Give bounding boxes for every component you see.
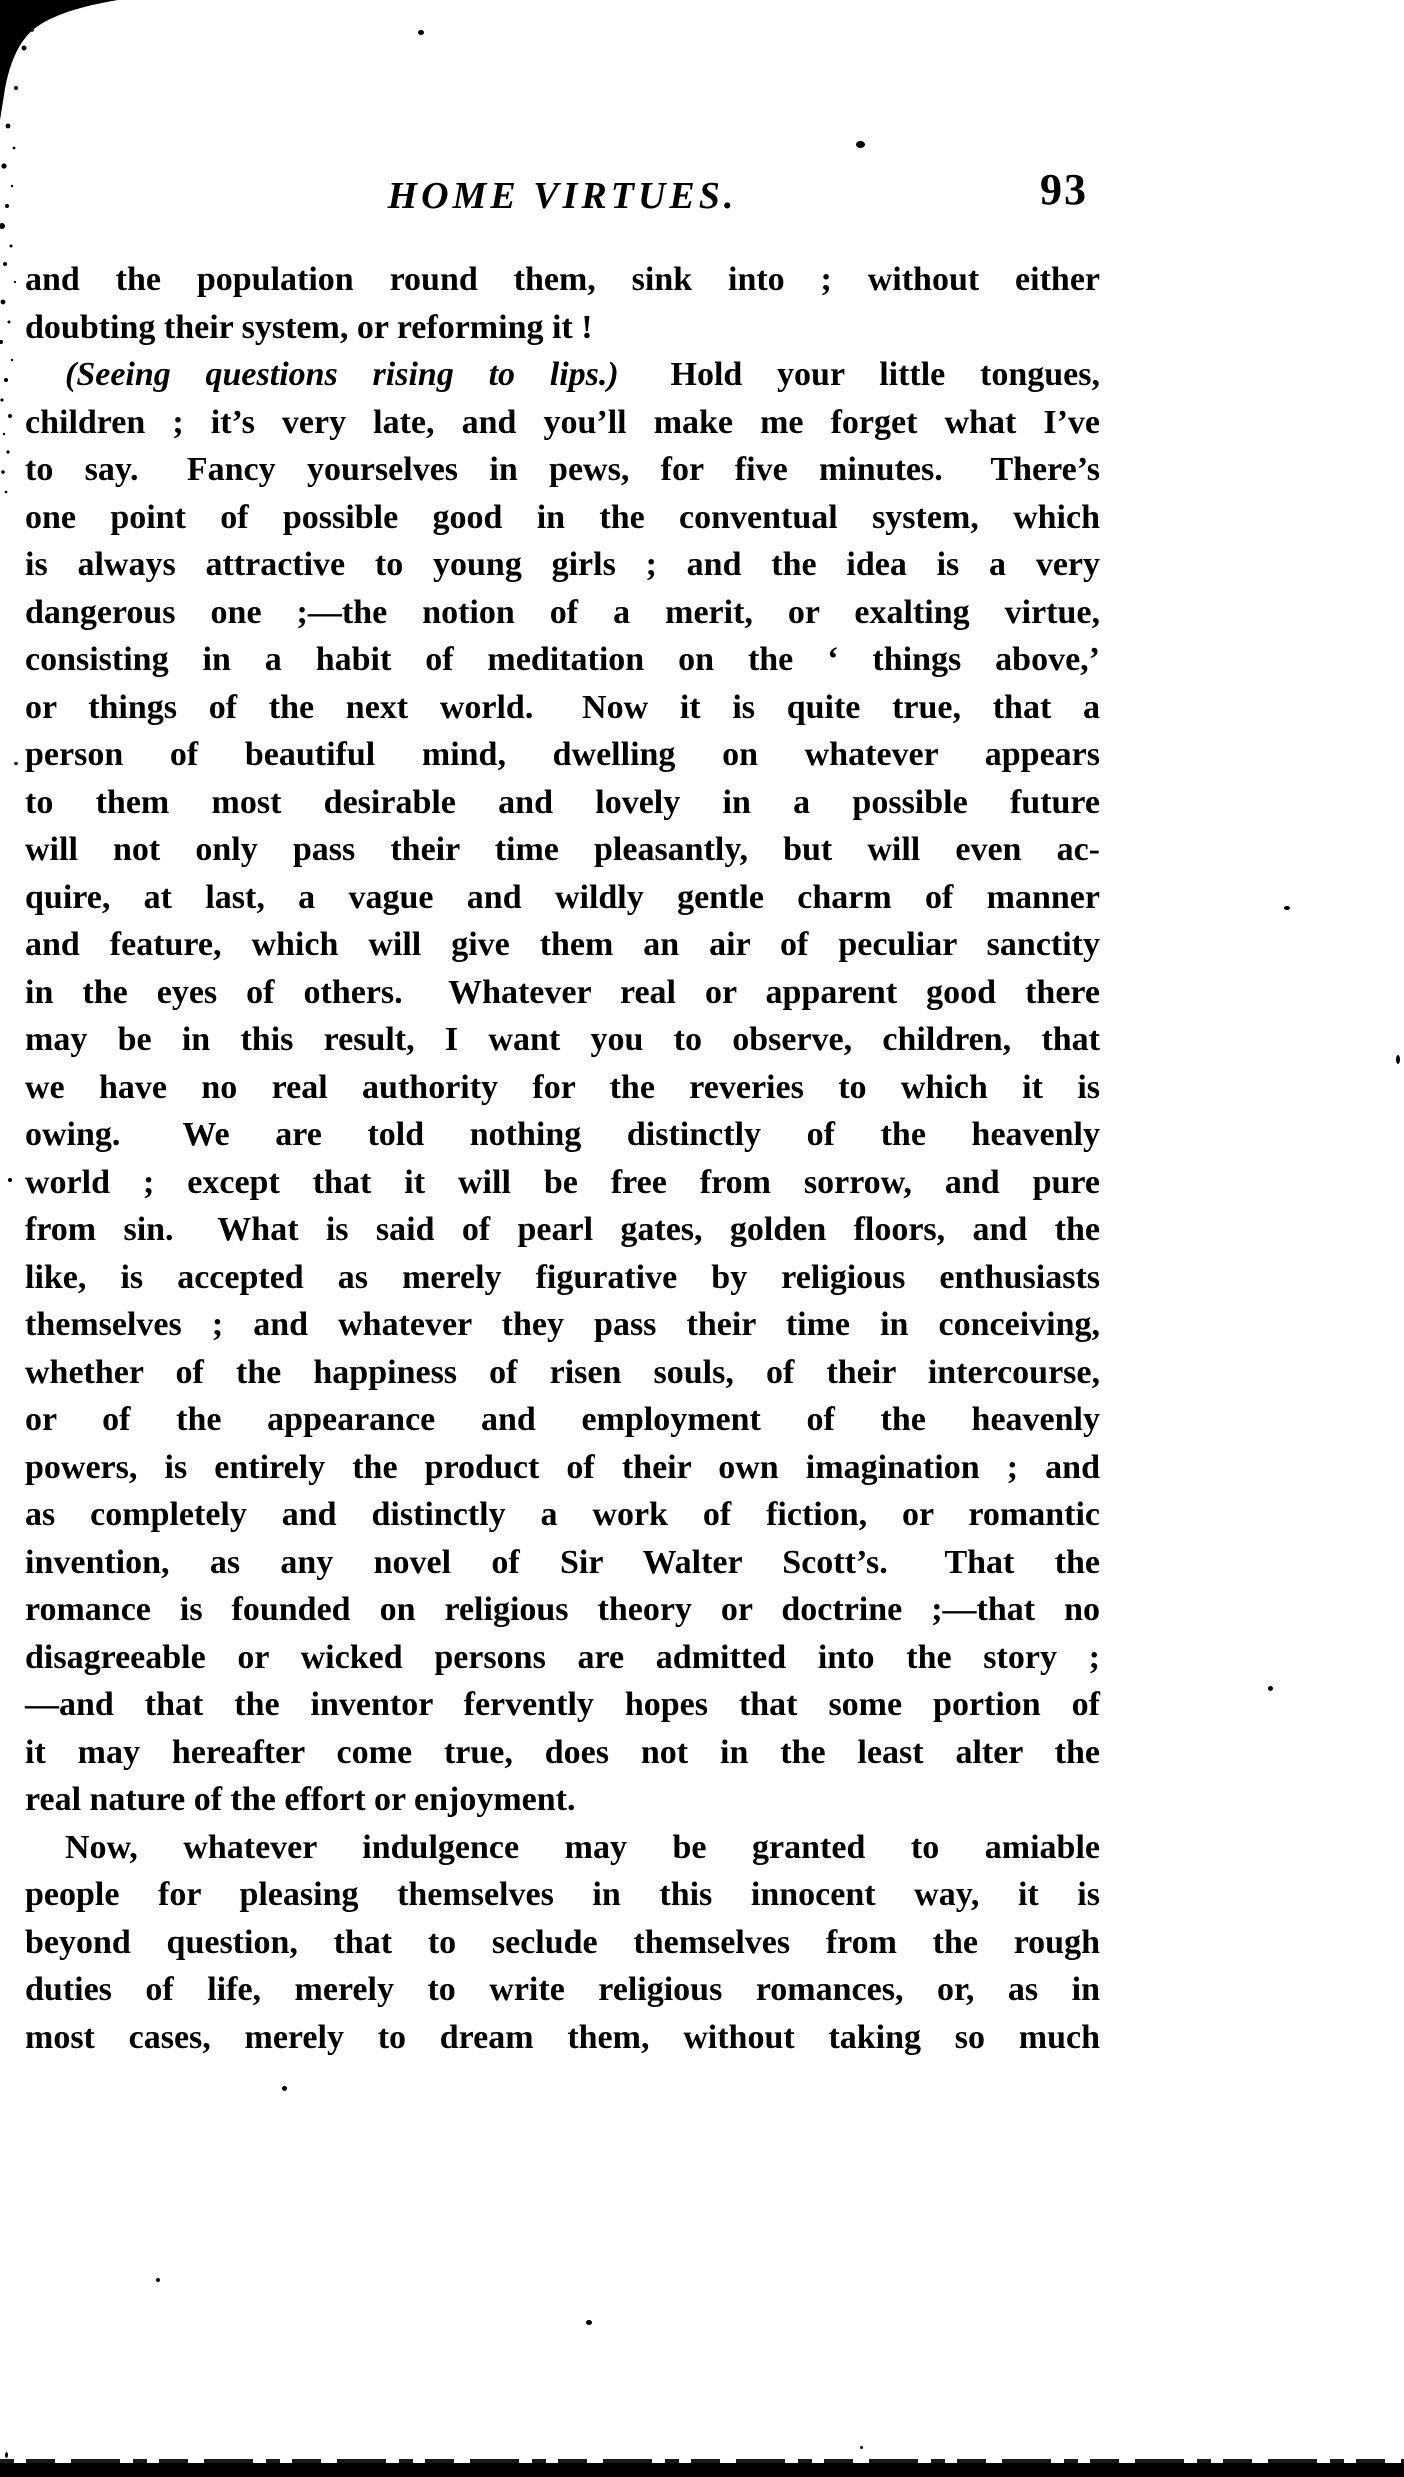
text-line: invention, as any novel of Sir Walter Scott’s. That the: [25, 1543, 1100, 1581]
text-line: whether of the happiness of risen souls, of their intercourse,: [25, 1353, 1100, 1391]
text-line: like, is accepted as merely figurative by religious enthusiasts: [25, 1258, 1100, 1296]
text-line: consisting in a habit of meditation on the ‘ things above,’: [25, 641, 1100, 678]
text-line: person of beautiful mind, dwelling on whatever appears: [25, 736, 1100, 773]
text-line: —and that the inventor fervently hopes that some portion of: [25, 1686, 1100, 1723]
text-line: most cases, merely to dream them, without taking so much: [25, 2018, 1100, 2056]
scan-speck: [5, 2452, 8, 2458]
scan-speck: [156, 2278, 160, 2282]
text-line: to them most desirable and lovely in a possible future: [25, 783, 1100, 821]
scan-speck: [586, 2320, 592, 2325]
text-line: beyond question, that to seclude themselves from the rough: [25, 1923, 1100, 1961]
page-title: HOME VIRTUES.: [387, 175, 738, 217]
text-line: may be in this result, I want you to observe, children, that: [25, 1021, 1100, 1058]
scan-speck: [282, 2086, 287, 2091]
scan-speck: [1268, 1686, 1273, 1691]
text-line: romance is founded on religious theory or doctrine ;—that no: [25, 1591, 1100, 1628]
text-line: real nature of the effort or enjoyment.: [25, 1781, 576, 1818]
scan-speck: [860, 2446, 863, 2449]
text-line: (Seeing questions rising to lips.) Hold your little tongues,: [65, 356, 1100, 393]
text-line: from sin. What is said of pearl gates, golden floors, and the: [25, 1211, 1100, 1248]
scan-speck: [1284, 906, 1290, 910]
text-line: or of the appearance and employment of the heavenly: [25, 1401, 1100, 1438]
text-line: in the eyes of others. Whatever real or apparent good there: [25, 973, 1100, 1011]
text-line: world ; except that it will be free from sorrow, and pure: [25, 1163, 1100, 1201]
text-line: is always attractive to young girls ; and the idea is a very: [25, 546, 1100, 583]
text-line: disagreeable or wicked persons are admitted into the story ;: [25, 1638, 1100, 1676]
scan-speck: [856, 141, 865, 148]
text-line: children ; it’s very late, and you’ll make me forget what I’ve: [25, 403, 1100, 441]
scan-speck: [418, 30, 424, 35]
scan-edge-bottom: [0, 2463, 1404, 2477]
text-line: dangerous one ;—the notion of a merit, or exalting virtue,: [25, 593, 1100, 631]
body-text: [25, 256, 1100, 2061]
text-line: duties of life, merely to write religious romances, or, as in: [25, 1971, 1100, 2008]
text-line: or things of the next world. Now it is quite true, that a: [25, 688, 1100, 726]
scan-speck: [1396, 1055, 1400, 1064]
text-line: people for pleasing themselves in this innocent way, it is: [25, 1876, 1100, 1913]
page-number: 93: [1040, 165, 1088, 214]
text-line: one point of possible good in the conventual system, which: [25, 498, 1100, 536]
text-line: we have no real authority for the reveries to which it is: [25, 1068, 1100, 1106]
scan-speck: [8, 1178, 12, 1182]
text-line: to say. Fancy yourselves in pews, for five minutes. There’s: [25, 451, 1100, 488]
text-line: quire, at last, a vague and wildly gentle charm of manner: [25, 878, 1100, 916]
text-line: owing. We are told nothing distinctly of the heavenly: [25, 1116, 1100, 1153]
text-line: it may hereafter come true, does not in the least alter the: [25, 1733, 1100, 1771]
text-line: will not only pass their time pleasantly, but will even ac-: [25, 831, 1100, 868]
text-line: and the population round them, sink into ; without either: [25, 261, 1100, 298]
text-line: powers, is entirely the product of their own imagination ; and: [25, 1448, 1100, 1486]
text-line: themselves ; and whatever they pass their time in conceiving,: [25, 1306, 1100, 1343]
text-line: as completely and distinctly a work of fiction, or romantic: [25, 1496, 1100, 1533]
running-header: [25, 165, 1100, 218]
stage-direction: (Seeing questions rising to lips.): [65, 356, 619, 393]
text-line: Now, whatever indulgence may be granted to amiable: [65, 1828, 1100, 1866]
text-line: doubting their system, or reforming it !: [25, 308, 593, 346]
text-line: and feature, which will give them an air of peculiar sanctity: [25, 926, 1100, 963]
scan-speck: [14, 762, 18, 765]
